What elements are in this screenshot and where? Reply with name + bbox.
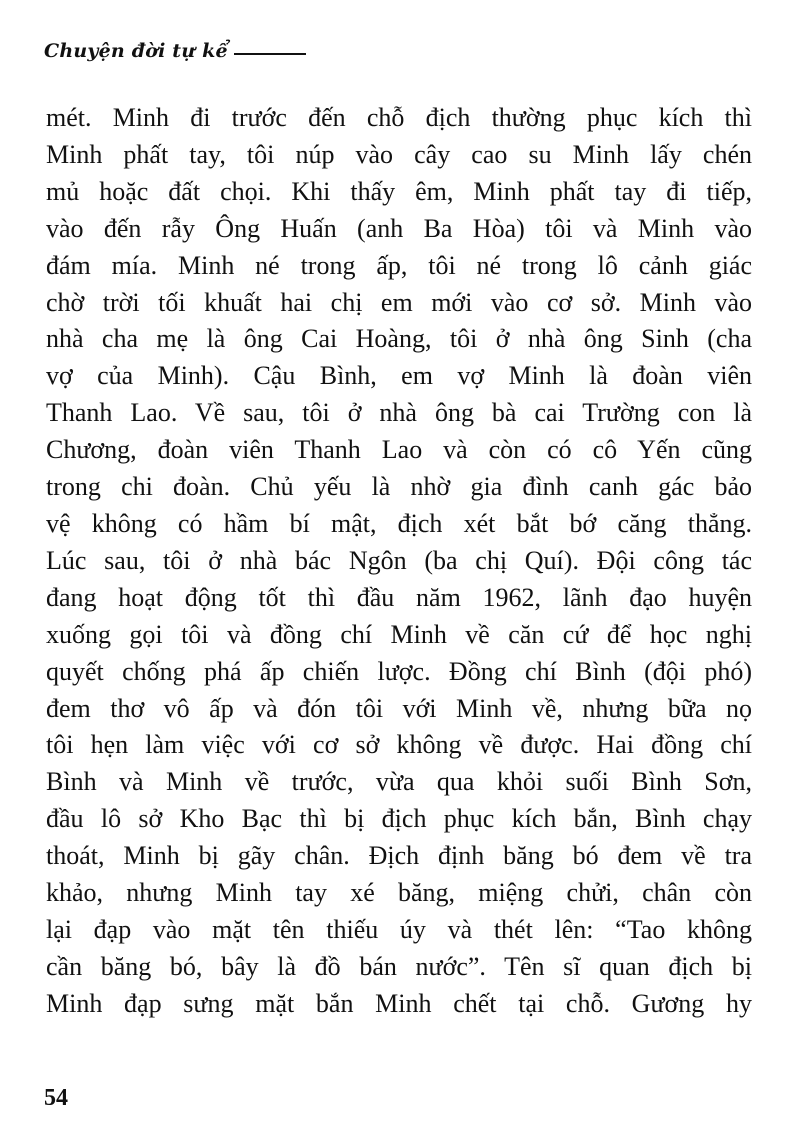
text-line: đầu lô sở Kho Bạc thì bị địch phục kích bắn, Bình chạy (46, 804, 752, 834)
text-line: mét. Minh đi trước đến chỗ địch thường phục kích thì (46, 103, 752, 132)
text-line: đang hoạt động tốt thì đầu năm 1962, lãnh đạo huyện (46, 582, 752, 612)
running-header-title: Chuyện đời tự kể (44, 40, 228, 62)
text-line: thoát, Minh bị gãy chân. Địch định băng bó đem về tra (46, 841, 752, 871)
page-number: 54 (44, 1085, 68, 1111)
text-line: đám mía. Minh né trong ấp, tôi né trong lô cảnh giác (46, 250, 752, 280)
text-line: Lúc sau, tôi ở nhà bác Ngôn (ba chị Quí). Đội công tác (46, 545, 752, 575)
text-line: Chương, đoàn viên Thanh Lao và còn có cô Yến cũng (46, 435, 752, 465)
text-line: khảo, nhưng Minh tay xé băng, miệng chửi, chân còn (46, 878, 752, 908)
text-line: tôi hẹn làm việc với cơ sở không về được. Hai đồng chí (46, 730, 752, 760)
text-line: xuống gọi tôi và đồng chí Minh về căn cứ để học nghị (46, 619, 752, 649)
text-line: Minh đạp sưng mặt bắn Minh chết tại chỗ. Gương hy (46, 988, 752, 1018)
text-line: cần băng bó, bây là đồ bán nước”. Tên sĩ quan địch bị (46, 951, 752, 981)
text-line: vợ của Minh). Cậu Bình, em vợ Minh là đoàn viên (46, 361, 752, 391)
text-line: vệ không có hầm bí mật, địch xét bắt bớ căng thẳng. (46, 508, 752, 538)
text-line: Minh phất tay, tôi núp vào cây cao su Minh lấy chén (46, 139, 752, 169)
text-line: lại đạp vào mặt tên thiếu úy và thét lên: “Tao không (46, 914, 752, 944)
text-line: Thanh Lao. Về sau, tôi ở nhà ông bà cai Trường con là (46, 398, 752, 428)
running-header-rule (234, 53, 306, 55)
running-header (44, 40, 306, 62)
text-line: trong chi đoàn. Chủ yếu là nhờ gia đình canh gác bảo (46, 472, 752, 502)
body-paragraph (46, 100, 752, 1023)
text-line: chờ trời tối khuất hai chị em mới vào cơ sở. Minh vào (46, 287, 752, 317)
text-line: đem thơ vô ấp và đón tôi với Minh về, nhưng bữa nọ (46, 693, 752, 723)
text-line: nhà cha mẹ là ông Cai Hoàng, tôi ở nhà ông Sinh (cha (46, 324, 752, 354)
text-line: Bình và Minh về trước, vừa qua khỏi suối Bình Sơn, (46, 767, 752, 797)
text-line: mủ hoặc đất chọi. Khi thấy êm, Minh phất tay đi tiếp, (46, 176, 752, 206)
text-line: vào đến rẫy Ông Huấn (anh Ba Hòa) tôi và Minh vào (46, 213, 752, 243)
text-line: quyết chống phá ấp chiến lược. Đồng chí Bình (đội phó) (46, 656, 752, 686)
